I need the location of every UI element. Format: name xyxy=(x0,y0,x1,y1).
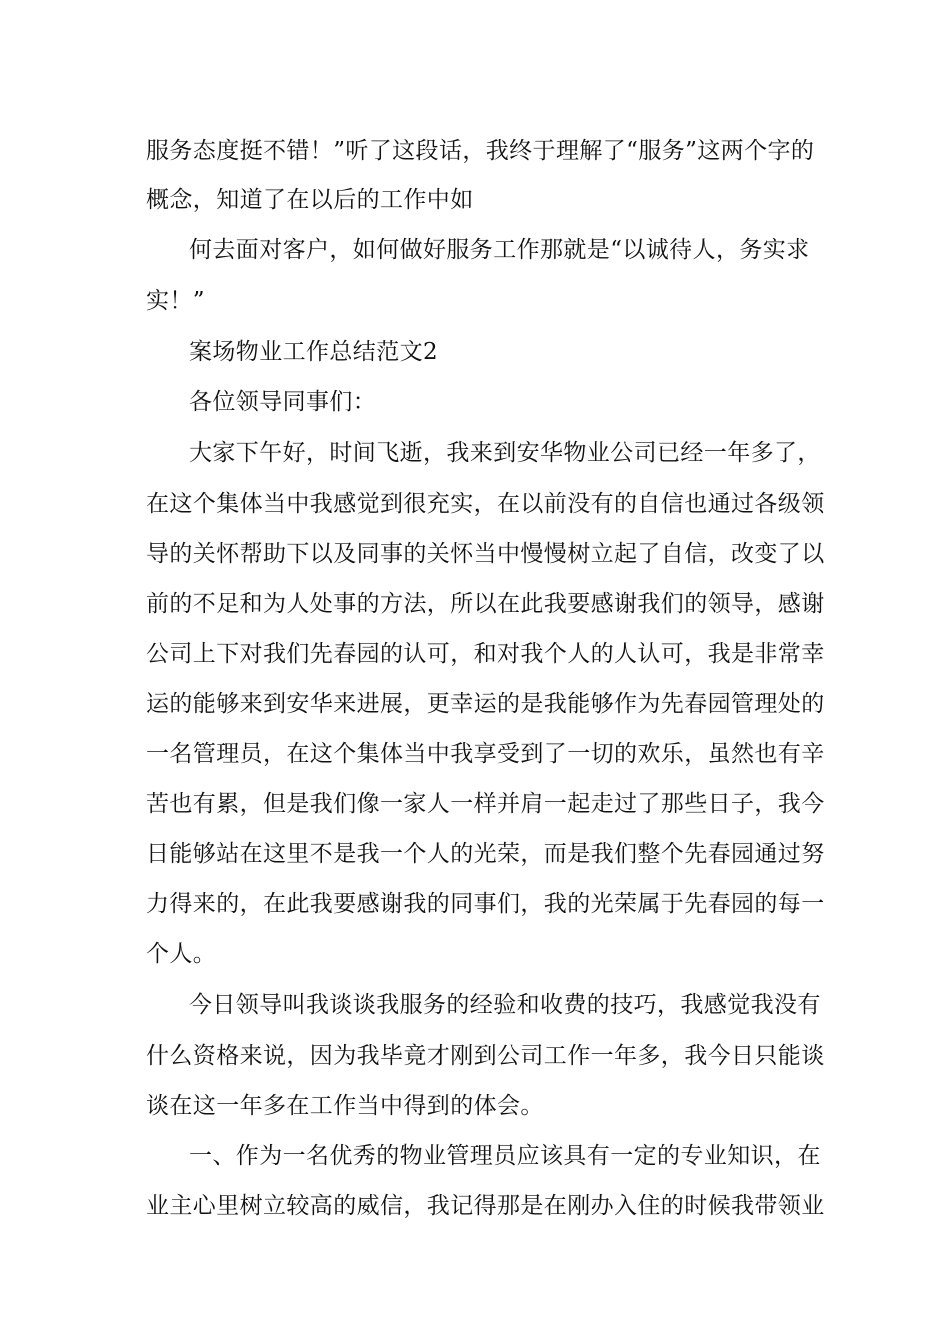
text-line: 概念，知道了在以后的工作中如 xyxy=(146,187,474,213)
text-line: 前的不足和为人处事的方法，所以在此我要感谢我们的领导，感谢 xyxy=(146,591,825,617)
text-line: 一名管理员，在这个集体当中我享受到了一切的欢乐，虽然也有辛 xyxy=(146,741,825,767)
salutation: 各位领导同事们： xyxy=(189,389,377,415)
text-line: 运的能够来到安华来进展，更幸运的是我能够作为先春园管理处的 xyxy=(146,691,825,717)
text-line: 一、作为一名优秀的物业管理员应该具有一定的专业知识，在 xyxy=(189,1143,821,1169)
text-line: 日能够站在这里不是我一个人的光荣，而是我们整个先春园通过努 xyxy=(146,841,825,867)
section-title: 案场物业工作总结范文2 xyxy=(189,339,439,365)
text-line: 谈在这一年多在工作当中得到的体会。 xyxy=(146,1093,544,1119)
text-line: 公司上下对我们先春园的认可，和对我个人的人认可，我是非常幸 xyxy=(146,641,825,667)
text-line: 何去面对客户，如何做好服务工作那就是“以诚待人，务实求 xyxy=(189,237,810,263)
text-line: 在这个集体当中我感觉到很充实，在以前没有的自信也通过各级领 xyxy=(146,491,825,517)
text-line: 今日领导叫我谈谈我服务的经验和收费的技巧，我感觉我没有 xyxy=(189,992,821,1018)
text-line: 个人。 xyxy=(146,941,217,967)
text-line: 实！” xyxy=(146,288,205,314)
text-line: 大家下午好，时间飞逝，我来到安华物业公司已经一年多了， xyxy=(189,440,821,466)
text-line: 力得来的，在此我要感谢我的同事们，我的光荣属于先春园的每一 xyxy=(146,891,825,917)
text-line: 苦也有累，但是我们像一家人一样并肩一起走过了那些日子，我今 xyxy=(146,791,825,817)
text-line: 导的关怀帮助下以及同事的关怀当中慢慢树立起了自信，改变了以 xyxy=(146,541,825,567)
text-line: 业主心里树立较高的威信，我记得那是在刚办入住的时候我带领业 xyxy=(146,1193,825,1219)
text-line: 服务态度挺不错！”听了这段话，我终于理解了“服务”这两个字的 xyxy=(146,138,815,164)
text-line: 什么资格来说，因为我毕竟才刚到公司工作一年多，我今日只能谈 xyxy=(146,1043,825,1069)
